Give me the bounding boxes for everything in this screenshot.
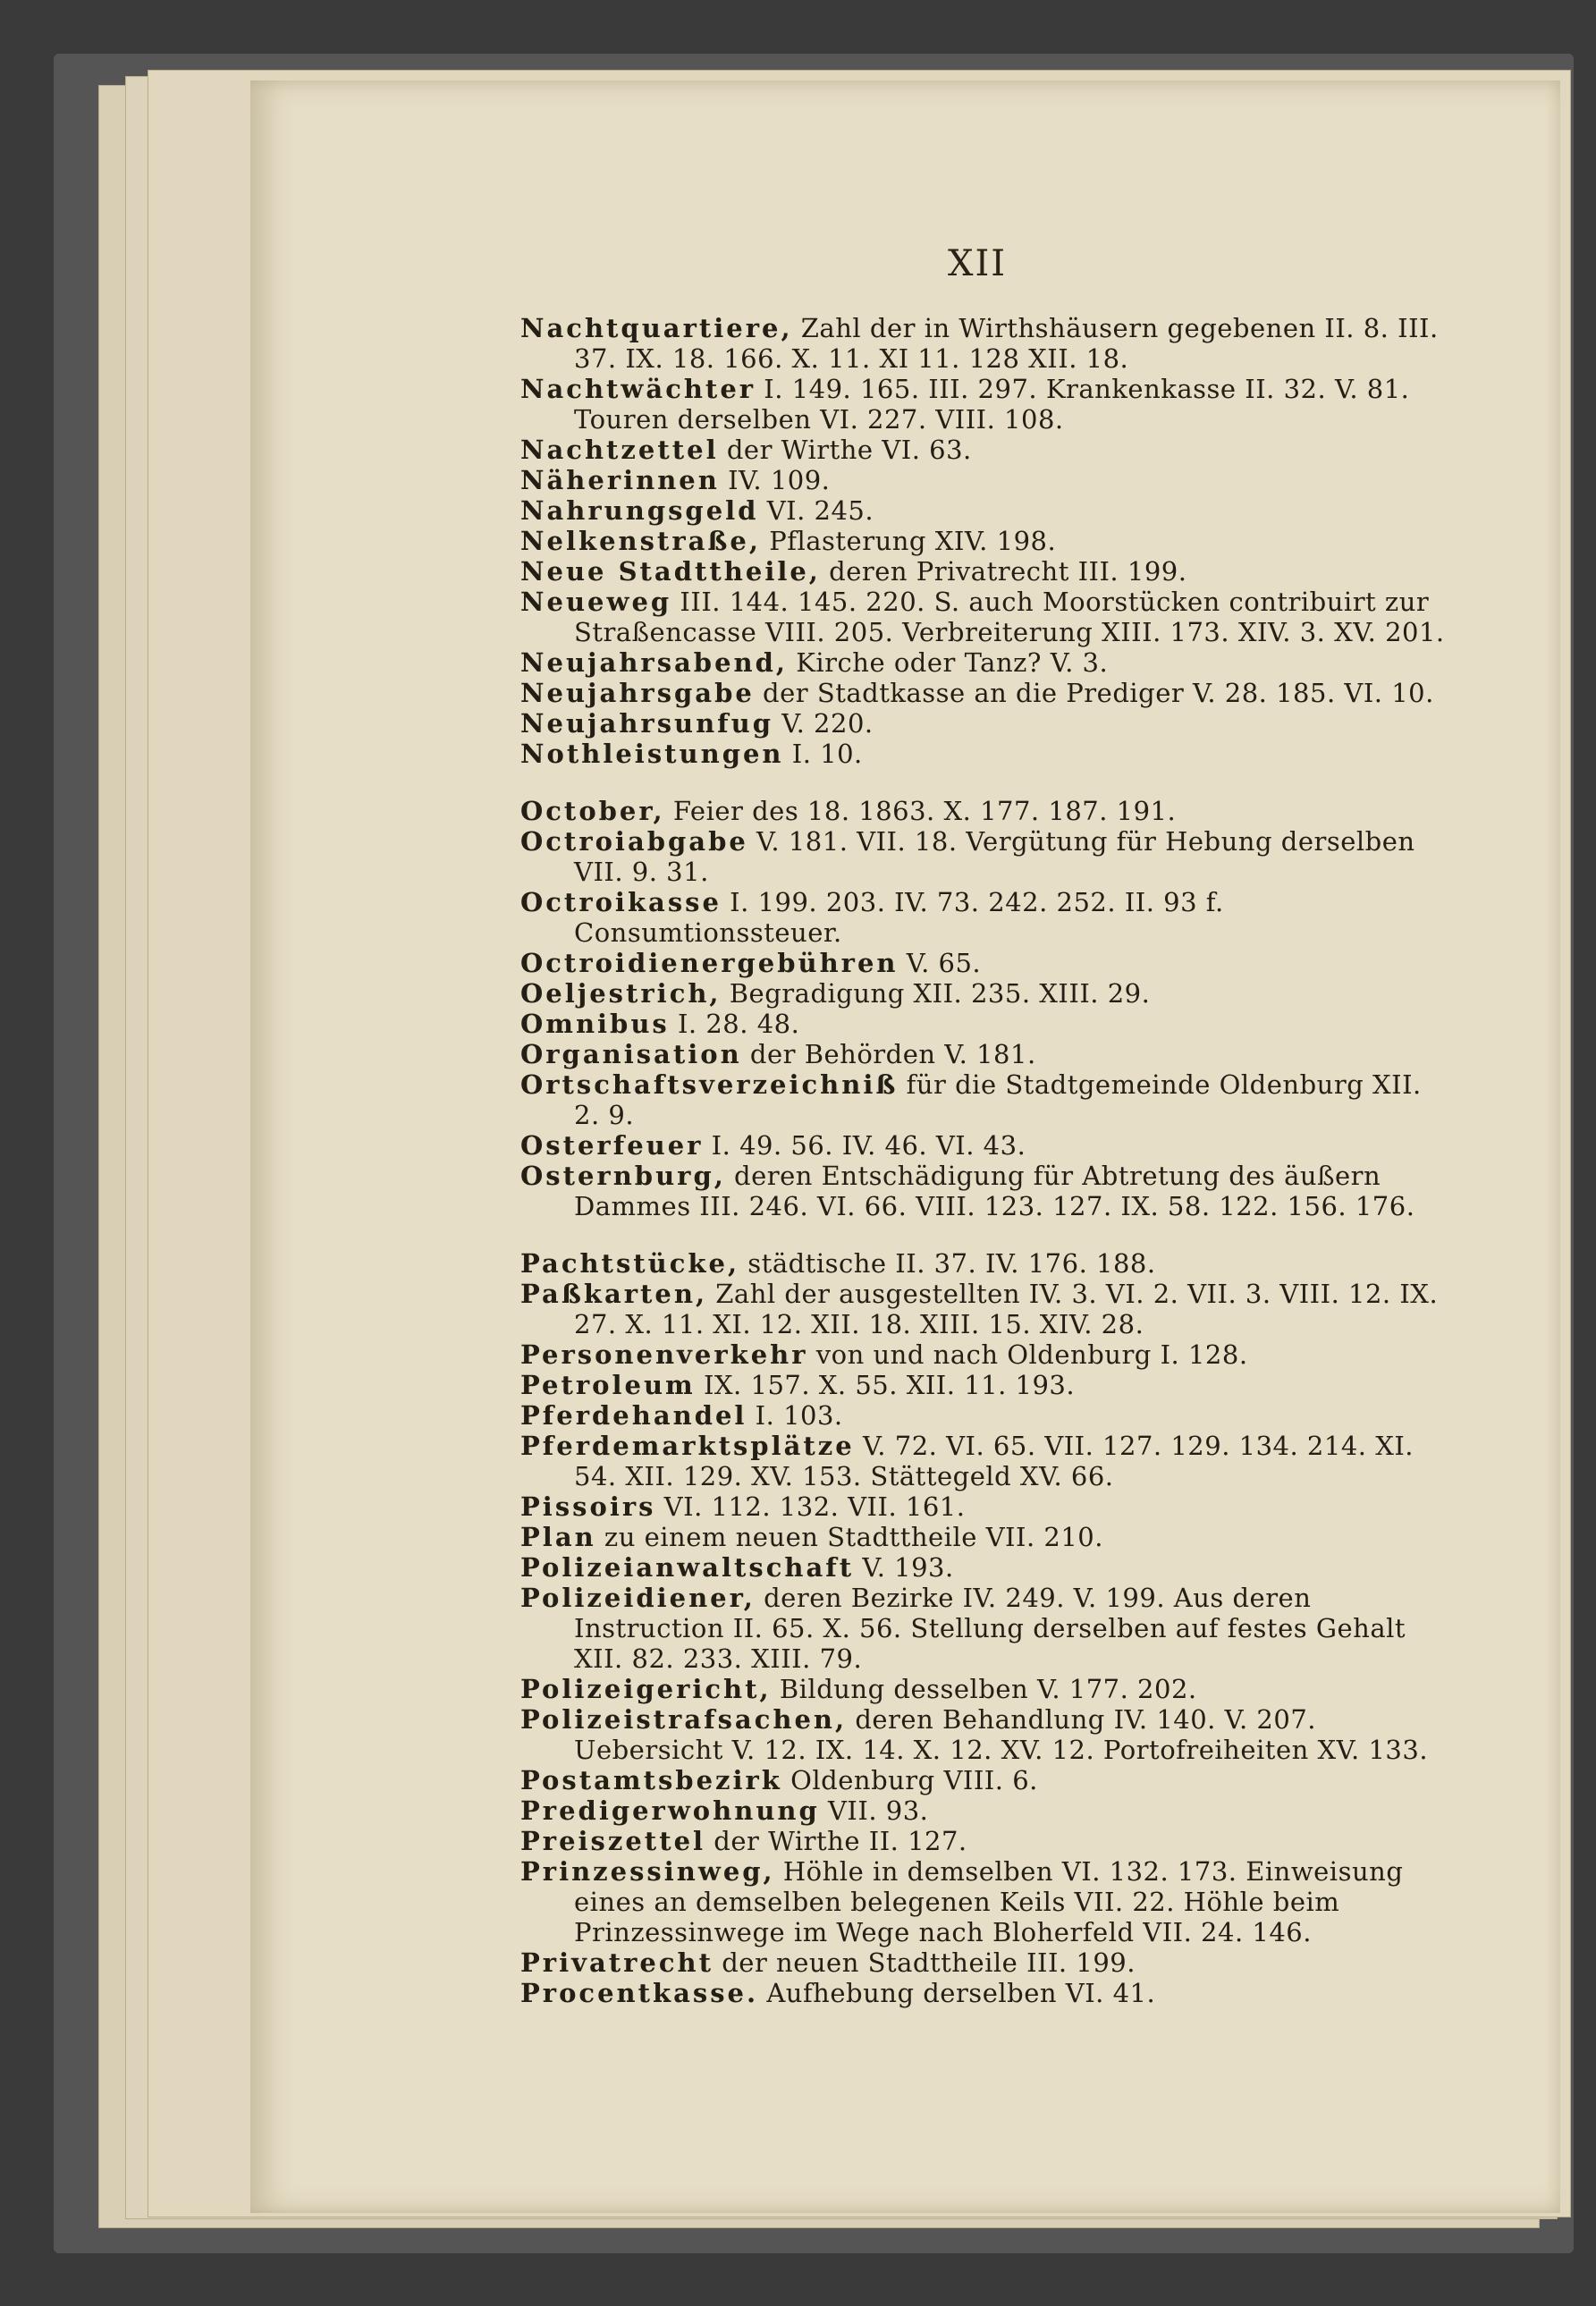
index-entry xyxy=(520,948,1450,978)
entry-references: der Behörden V. 181. xyxy=(749,1039,1036,1069)
entry-headword: Preiszettel xyxy=(520,1826,706,1856)
entry-references: IV. 109. xyxy=(728,465,831,495)
index-entry xyxy=(520,465,1450,495)
index-entry xyxy=(520,587,1450,647)
entry-references: III. 144. 145. 220. S. auch Moorstücken contribuirt zur Straßencasse VIII. 205. Verbreiterung XIII. 173. XIV. 3. XV. 201. xyxy=(574,587,1445,647)
entry-references: I. 199. 203. IV. 73. 242. 252. II. 93 f. Consumtionssteuer. xyxy=(574,887,1224,948)
entry-headword: Nachtzettel xyxy=(520,435,719,465)
index-entry xyxy=(520,1069,1450,1130)
entry-references: Oldenburg VIII. 6. xyxy=(790,1765,1038,1795)
entry-references: I. 103. xyxy=(755,1400,843,1431)
index-entry xyxy=(520,796,1450,826)
entry-headword: Nelkenstraße, xyxy=(520,526,761,556)
index-entries xyxy=(520,313,1450,2008)
entry-headword: Neueweg xyxy=(520,587,672,617)
entry-references: der Wirthe II. 127. xyxy=(714,1826,967,1856)
entry-references: I. 49. 56. IV. 46. VI. 43. xyxy=(711,1130,1026,1161)
index-entry xyxy=(520,1552,1450,1583)
index-entry xyxy=(520,1039,1450,1069)
section-gap xyxy=(520,769,1450,796)
index-entry xyxy=(520,1279,1450,1339)
entry-references: VI. 112. 132. VII. 161. xyxy=(663,1491,966,1522)
entry-headword: Pferdemarktsplätze xyxy=(520,1431,855,1461)
entry-references: V. 193. xyxy=(862,1552,954,1583)
entry-headword: Pissoirs xyxy=(520,1491,656,1522)
entry-headword: Pferdehandel xyxy=(520,1400,747,1431)
index-entry xyxy=(520,678,1450,708)
entry-references: V. 72. VI. 65. VII. 127. 129. 134. 214. XI. 54. XII. 129. XV. 153. Stättegeld XV. 66. xyxy=(574,1431,1414,1491)
entry-headword: Nahrungsgeld xyxy=(520,495,759,526)
index-entry xyxy=(520,708,1450,739)
entry-references: Zahl der ausgestellten IV. 3. VI. 2. VII. 3. VIII. 12. IX. 27. X. 11. XI. 12. XII. 18. XIII. 15. XIV. 28. xyxy=(574,1279,1439,1339)
index-entry xyxy=(520,526,1450,556)
entry-headword: Prinzessinweg, xyxy=(520,1856,775,1887)
entry-headword: Nachtquartiere, xyxy=(520,313,793,343)
index-entry xyxy=(520,1765,1450,1795)
index-entry xyxy=(520,1431,1450,1491)
index-entry xyxy=(520,1978,1450,2008)
entry-headword: Polizeigericht, xyxy=(520,1674,772,1704)
entry-headword: Postamtsbezirk xyxy=(520,1765,782,1795)
page-number: XII xyxy=(948,243,1008,284)
entry-headword: Neujahrsunfug xyxy=(520,708,774,739)
index-entry xyxy=(520,1130,1450,1161)
index-entry xyxy=(520,374,1450,435)
entry-headword: Oeljestrich, xyxy=(520,978,722,1009)
index-entry xyxy=(520,1826,1450,1856)
index-entry xyxy=(520,1370,1450,1400)
entry-references: IX. 157. X. 55. XII. 11. 193. xyxy=(703,1370,1076,1400)
index-entry xyxy=(520,887,1450,948)
entry-headword: Neue Stadttheile, xyxy=(520,556,821,587)
entry-references: der Wirthe VI. 63. xyxy=(726,435,972,465)
index-entry xyxy=(520,1248,1450,1279)
entry-references: Kirche oder Tanz? V. 3. xyxy=(796,647,1109,678)
index-entry xyxy=(520,556,1450,587)
entry-references: städtische II. 37. IV. 176. 188. xyxy=(747,1248,1156,1279)
index-entry xyxy=(520,435,1450,465)
index-entry xyxy=(520,978,1450,1009)
entry-references: Aufhebung derselben VI. 41. xyxy=(766,1978,1156,2008)
entry-headword: Octroidienergebühren xyxy=(520,948,899,978)
entry-references: Höhle in demselben VI. 132. 173. Einweisung eines an demselben belegenen Keils VII. 22. Höhle beim Prinzessinwege im Wege nach Bloherfeld VII. 24. 146. xyxy=(574,1856,1404,1947)
entry-references: V. 181. VII. 18. Vergütung für Hebung derselben VII. 9. 31. xyxy=(574,826,1415,887)
entry-headword: Procentkasse. xyxy=(520,1978,759,2008)
index-entry xyxy=(520,1339,1450,1370)
entry-headword: Plan xyxy=(520,1522,596,1552)
entry-headword: Polizeianwaltschaft xyxy=(520,1552,855,1583)
entry-headword: Nothleistungen xyxy=(520,739,784,769)
index-entry xyxy=(520,313,1450,374)
index-entry xyxy=(520,826,1450,887)
entry-headword: Näherinnen xyxy=(520,465,720,495)
index-entry xyxy=(520,1856,1450,1947)
entry-references: V. 65. xyxy=(906,948,982,978)
entry-references: V. 220. xyxy=(781,708,874,739)
entry-headword: Predigerwohnung xyxy=(520,1795,820,1826)
entry-references: deren Bezirke IV. 249. V. 199. Aus deren Instruction II. 65. X. 56. Stellung derselben auf festes Gehalt XII. 82. 233. XIII. 79. xyxy=(574,1583,1406,1674)
index-entry xyxy=(520,495,1450,526)
index-entry xyxy=(520,1009,1450,1039)
entry-headword: Pachtstücke, xyxy=(520,1248,740,1279)
entry-references: von und nach Oldenburg I. 128. xyxy=(815,1339,1248,1370)
index-entry xyxy=(520,1795,1450,1826)
entry-headword: October, xyxy=(520,796,665,826)
entry-references: der neuen Stadttheile III. 199. xyxy=(722,1947,1136,1978)
entry-references: Zahl der in Wirthshäusern gegebenen II. 8. III. 37. IX. 18. 166. X. 11. XI 11. 128 XII. 18. xyxy=(574,313,1439,374)
entry-headword: Nachtwächter xyxy=(520,374,756,404)
entry-references: Pflasterung XIV. 198. xyxy=(769,526,1057,556)
entry-headword: Omnibus xyxy=(520,1009,670,1039)
section-gap xyxy=(520,1221,1450,1248)
entry-headword: Ortschaftsverzeichniß xyxy=(520,1069,899,1100)
entry-headword: Neujahrsabend, xyxy=(520,647,788,678)
entry-references: I. 28. 48. xyxy=(677,1009,800,1039)
index-entry xyxy=(520,1704,1450,1765)
entry-references: Begradigung XII. 235. XIII. 29. xyxy=(729,978,1151,1009)
entry-headword: Osterfeuer xyxy=(520,1130,704,1161)
entry-references: zu einem neuen Stadttheile VII. 210. xyxy=(604,1522,1103,1552)
entry-headword: Privatrecht xyxy=(520,1947,714,1978)
entry-headword: Petroleum xyxy=(520,1370,696,1400)
entry-headword: Polizeistrafsachen, xyxy=(520,1704,848,1735)
index-entry xyxy=(520,1400,1450,1431)
index-entry xyxy=(520,739,1450,769)
index-entry xyxy=(520,1522,1450,1552)
entry-headword: Octroikasse xyxy=(520,887,722,917)
entry-headword: Neujahrsgabe xyxy=(520,678,755,708)
index-entry xyxy=(520,1674,1450,1704)
index-entry xyxy=(520,647,1450,678)
entry-references: der Stadtkasse an die Prediger V. 28. 185. VI. 10. xyxy=(763,678,1434,708)
index-entry xyxy=(520,1947,1450,1978)
entry-references: für die Stadtgemeinde Oldenburg XII. 2. 9. xyxy=(574,1069,1422,1130)
index-entry xyxy=(520,1583,1450,1674)
index-entry xyxy=(520,1491,1450,1522)
entry-references: Feier des 18. 1863. X. 177. 187. 191. xyxy=(672,796,1177,826)
entry-references: Bildung desselben V. 177. 202. xyxy=(779,1674,1197,1704)
entry-references: VII. 93. xyxy=(827,1795,929,1826)
entry-headword: Organisation xyxy=(520,1039,742,1069)
entry-references: I. 149. 165. III. 297. Krankenkasse II. 32. V. 81. Touren derselben VI. 227. VIII. 108. xyxy=(574,374,1410,435)
entry-references: deren Entschädigung für Abtretung des äußern Dammes III. 246. VI. 66. VIII. 123. 127. IX. 58. 122. 156. 176. xyxy=(574,1161,1415,1221)
entry-references: deren Privatrecht III. 199. xyxy=(829,556,1187,587)
index-entry xyxy=(520,1161,1450,1221)
entry-references: I. 10. xyxy=(791,739,863,769)
entry-references: deren Behandlung IV. 140. V. 207. Uebersicht V. 12. IX. 14. X. 12. XV. 12. Portofreiheiten XV. 133. xyxy=(574,1704,1429,1765)
entry-headword: Osternburg, xyxy=(520,1161,726,1191)
entry-headword: Personenverkehr xyxy=(520,1339,808,1370)
entry-references: VI. 245. xyxy=(766,495,874,526)
entry-headword: Octroiabgabe xyxy=(520,826,748,857)
entry-headword: Paßkarten, xyxy=(520,1279,708,1309)
entry-headword: Polizeidiener, xyxy=(520,1583,756,1613)
